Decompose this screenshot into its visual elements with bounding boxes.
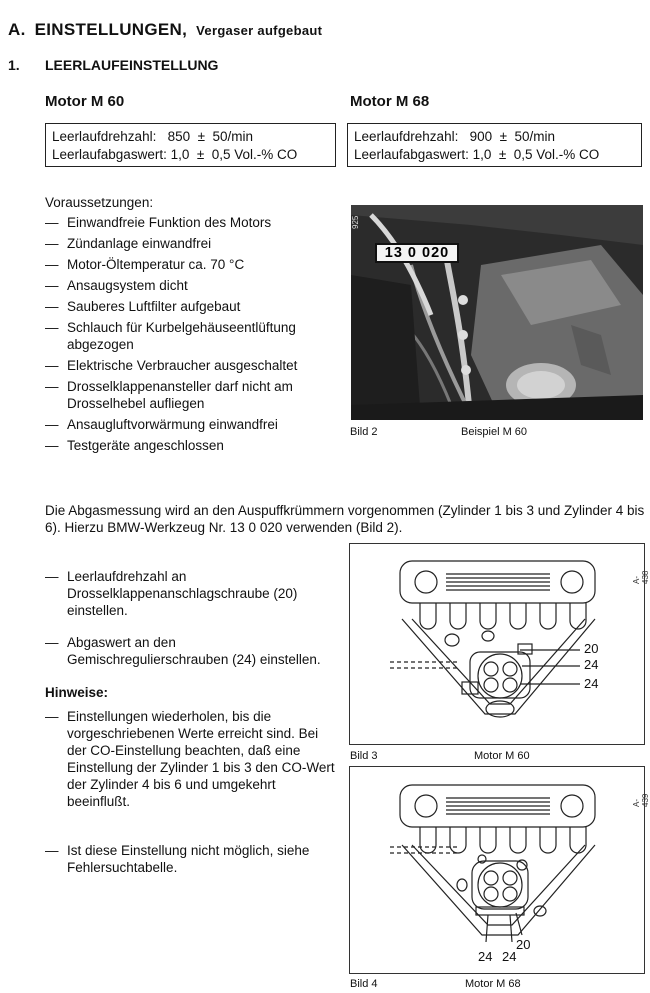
subsection-heading: [8, 57, 218, 73]
list-item: — Zündanlage einwandfrei: [45, 235, 335, 252]
list-item: — Drosselklappenansteller darf nicht am Drosselhebel aufliegen: [45, 378, 335, 412]
photo-side-mark: 925: [351, 215, 360, 229]
list-item: — Abgaswert an den Gemischregulierschrauben (24) einstellen.: [45, 634, 323, 668]
section-title: EINSTELLUNGEN,: [34, 20, 188, 39]
list-item: — Leerlaufdrehzahl an Drosselklappenanschlagschraube (20) einstellen.: [45, 568, 323, 619]
figure2-caption: Bild 2: [350, 426, 378, 438]
motor-m60-heading: Motor M 60: [45, 93, 125, 110]
callout-24: 24: [478, 949, 493, 964]
section-heading: [8, 20, 322, 40]
figure2-example: Beispiel M 60: [461, 426, 528, 438]
callout-20: 20: [584, 641, 599, 656]
tool-label: 13 0 020: [375, 243, 459, 263]
list-item: — Schlauch für Kurbelgehäuseentlüftung abgezogen: [45, 319, 335, 353]
adjust-steps-container: [45, 568, 323, 672]
list-item: — Sauberes Luftfilter aufgebaut: [45, 298, 335, 315]
prerequisites-list: [45, 214, 335, 454]
idle-speed-m60: Leerlaufdrehzahl: 850 ± 50/min: [52, 129, 254, 144]
list-item: — Ansaugsystem dicht: [45, 277, 335, 294]
figure4-motor: Motor M 68: [465, 978, 521, 990]
notes-title: Hinweise:: [45, 685, 109, 700]
figure3-motor: Motor M 60: [474, 750, 530, 762]
list-item: — Einwandfreie Funktion des Motors: [45, 214, 335, 231]
idle-speed-m68: Leerlaufdrehzahl: 900 ± 50/min: [354, 129, 556, 144]
list-item: — Einstellungen wiederholen, bis die vorgeschriebenen Werte erreicht sind. Bei der CO-Einstellung beachten, daß eine Einstellung der Zylinder 1 bis 3 den CO-Wert der Zylinder 4 bis 6 und umgekehrt beeinflußt.: [45, 708, 341, 810]
list-item: — Elektrische Verbraucher ausgeschaltet: [45, 357, 335, 374]
list-item: — Ist diese Einstellung nicht möglich, siehe Fehlersuchtabelle.: [45, 842, 341, 876]
diagram-code: A-439: [632, 793, 650, 807]
carburetor-diagram-m60: [350, 544, 644, 744]
callout-24: 24: [502, 949, 517, 964]
figure4-caption: Bild 4: [350, 978, 378, 990]
prerequisites-title: Voraussetzungen:: [45, 195, 154, 210]
diagram-motor-m60: [349, 543, 650, 745]
diagram-motor-m68: [349, 766, 650, 974]
list-item: — Ansaugluftvorwärmung einwandfrei: [45, 416, 335, 433]
adjust-steps-list: [45, 568, 323, 668]
section-letter: A.: [8, 20, 26, 39]
figure3-caption: Bild 3: [350, 750, 378, 762]
callout-24: 24: [584, 676, 599, 691]
section-subtitle: Vergaser aufgebaut: [196, 23, 323, 38]
list-item: — Motor-Öltemperatur ca. 70 °C: [45, 256, 335, 273]
motor-m68-heading: Motor M 68: [350, 93, 430, 110]
callout-20: 20: [516, 937, 531, 952]
co-value-m60: Leerlaufabgaswert: 1,0 ± 0,5 Vol.-% CO: [52, 147, 298, 162]
list-item: — Testgeräte angeschlossen: [45, 437, 335, 454]
diagram-code: A-438: [632, 570, 650, 584]
prerequisites-list-container: [45, 214, 335, 458]
measurement-paragraph: Die Abgasmessung wird an den Auspuffkrümmern vorgenommen (Zylinder 1 bis 3 und Zylinder 4 bis 6). Hierzu BMW-Werkzeug Nr. 13 0 020 verwenden (Bild 2).: [45, 503, 645, 535]
engine-photo: [351, 205, 643, 420]
subsection-title: LEERLAUFEINSTELLUNG: [45, 57, 219, 73]
spec-box-m68: [347, 123, 642, 167]
carburetor-diagram-m68: [350, 767, 644, 973]
subsection-number: 1.: [8, 57, 20, 73]
callout-24: 24: [584, 657, 599, 672]
spec-box-m60: [45, 123, 336, 167]
notes-list: [45, 708, 341, 876]
co-value-m68: Leerlaufabgaswert: 1,0 ± 0,5 Vol.-% CO: [354, 147, 600, 162]
notes-container: [45, 708, 341, 880]
engine-photo-graphic: [351, 205, 643, 420]
